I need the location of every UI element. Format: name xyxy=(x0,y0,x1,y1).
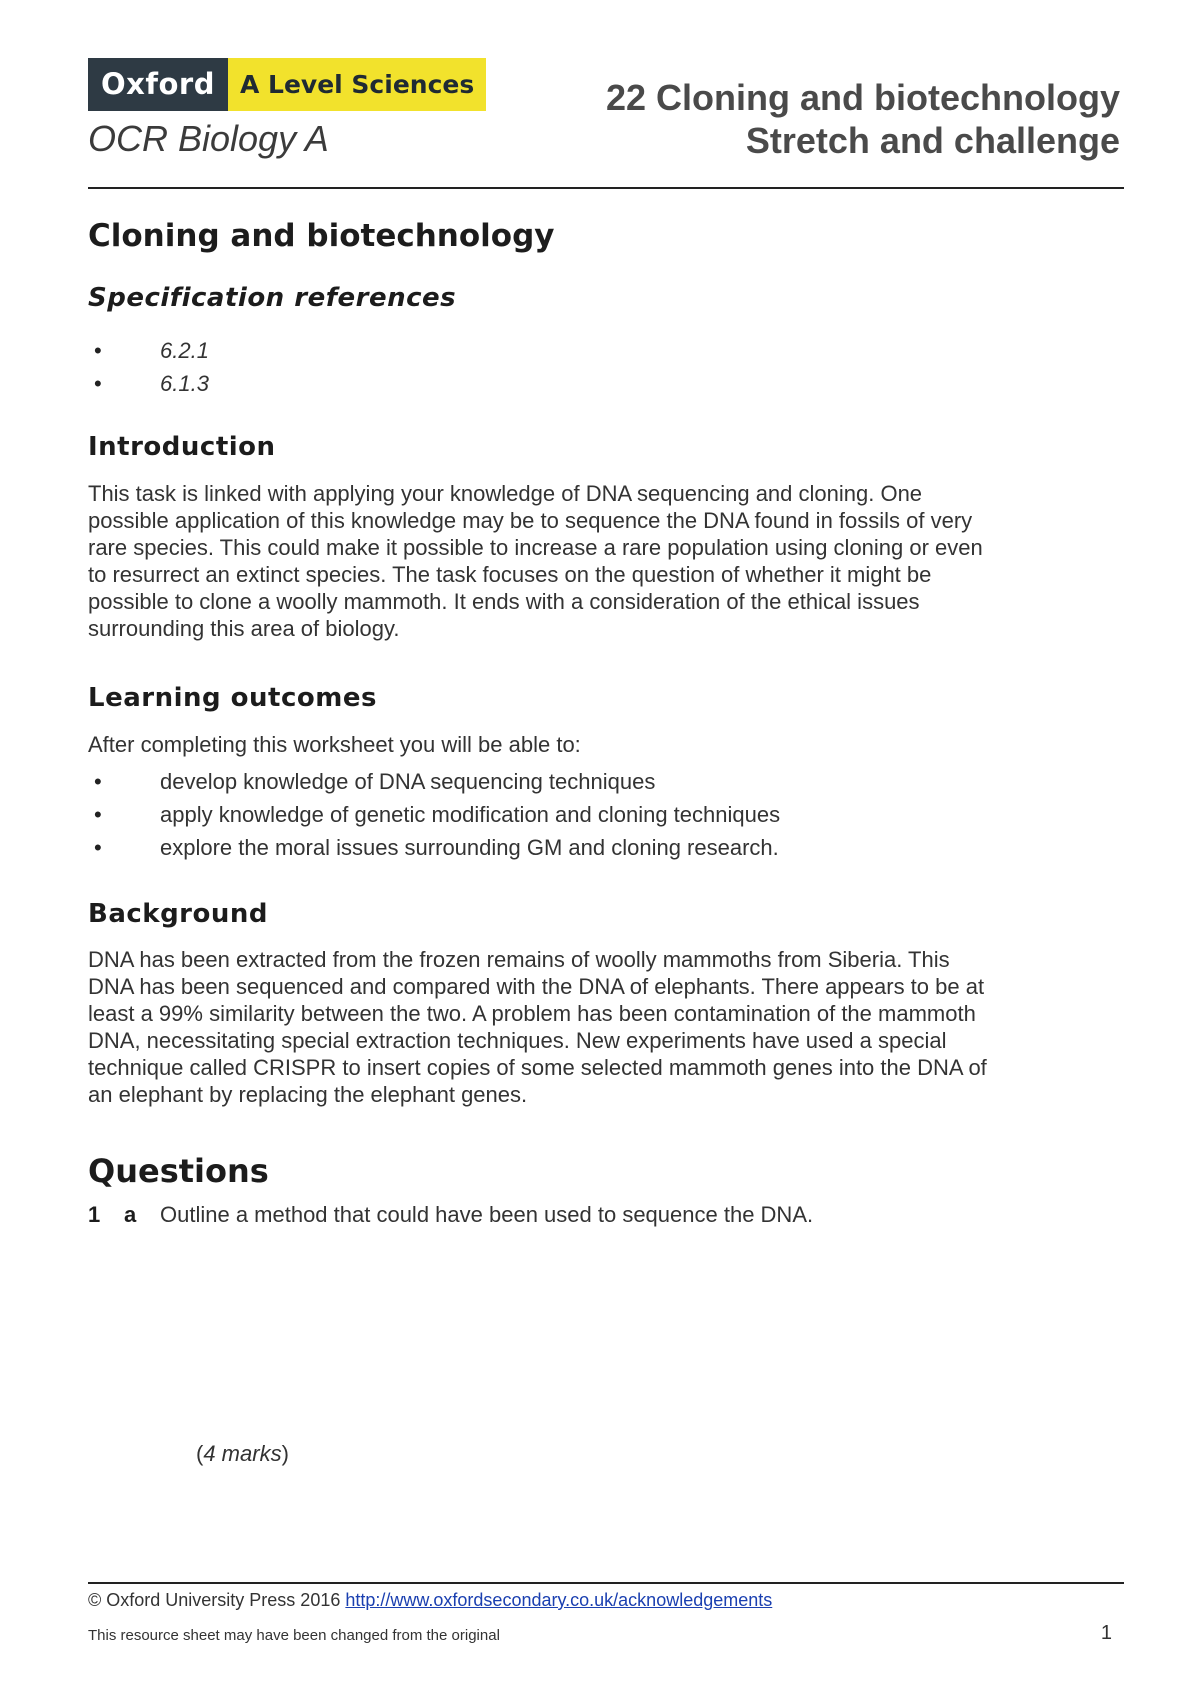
marks-open-paren: ( xyxy=(196,1441,204,1466)
footer-note: This resource sheet may have been changed from the original xyxy=(88,1627,500,1644)
question-part: a xyxy=(124,1202,137,1227)
outcome-item: apply knowledge of genetic modification and cloning techniques xyxy=(160,802,781,827)
outcome-item: develop knowledge of DNA sequencing techniques xyxy=(160,769,656,794)
spec-list xyxy=(88,334,209,400)
learning-outcomes-list xyxy=(88,765,780,864)
marks-value: 4 marks xyxy=(203,1441,282,1466)
page-title: Cloning and biotechnology xyxy=(88,218,555,254)
marks-close-paren: ) xyxy=(281,1441,289,1466)
spec-item: 6.1.3 xyxy=(160,371,209,396)
marks-label xyxy=(196,1441,289,1467)
learning-outcomes-intro: After completing this worksheet you will be able to: xyxy=(88,732,581,757)
background-text: DNA has been extracted from the frozen remains of woolly mammoths from Siberia. This DNA has been sequenced and compared with the DNA of elephants. There appears to be at least a 99% similarity between the two. A problem has been contamination of the mammoth DNA, necessitating special extraction techniques. New experiments have used a special technique called CRISPR to insert copies of some selected mammoth genes into the DNA of an elephant by replacing the elephant genes. xyxy=(88,947,987,1107)
list-item xyxy=(88,367,209,400)
subject-title: OCR Biology A xyxy=(88,118,329,159)
spec-heading: Specification references xyxy=(88,283,457,313)
copyright-text: © Oxford University Press 2016 xyxy=(88,1590,341,1610)
acknowledgements-link[interactable]: http://www.oxfordsecondary.co.uk/acknowledgements xyxy=(345,1590,773,1610)
brand-oxford: Oxford xyxy=(88,58,228,111)
learning-outcomes-heading: Learning outcomes xyxy=(88,683,377,713)
brand-sciences: A Level Sciences xyxy=(228,58,486,111)
background-heading: Background xyxy=(88,899,268,929)
chapter-line-1: 22 Cloning and biotechnology xyxy=(605,77,1120,118)
footer-divider xyxy=(88,1582,1124,1584)
question-1a xyxy=(88,1202,813,1228)
list-item xyxy=(88,334,209,367)
question-number: 1 xyxy=(88,1202,101,1227)
introduction-heading: Introduction xyxy=(88,432,276,462)
header-divider xyxy=(88,187,1124,189)
spec-item: 6.2.1 xyxy=(160,338,209,363)
chapter-line-2: Stretch and challenge xyxy=(745,120,1120,161)
list-item xyxy=(88,765,780,798)
list-item xyxy=(88,831,780,864)
brand-logo xyxy=(88,58,486,111)
list-item xyxy=(88,798,780,831)
outcome-item: explore the moral issues surrounding GM and cloning research. xyxy=(160,835,779,860)
introduction-text: This task is linked with applying your knowledge of DNA sequencing and cloning. One possible application of this knowledge may be to sequence the DNA found in fossils of very rare species. This could make it possible to increase a rare population using cloning or even to resurrect an extinct species. The task focuses on the question of whether it might be possible to clone a woolly mammoth. It ends with a consideration of the ethical issues surrounding this area of biology. xyxy=(88,481,983,641)
question-text: Outline a method that could have been used to sequence the DNA. xyxy=(160,1202,814,1227)
footer-copyright xyxy=(88,1590,772,1611)
chapter-title xyxy=(606,76,1120,162)
questions-heading: Questions xyxy=(88,1152,269,1190)
page-number: 1 xyxy=(1100,1622,1112,1644)
